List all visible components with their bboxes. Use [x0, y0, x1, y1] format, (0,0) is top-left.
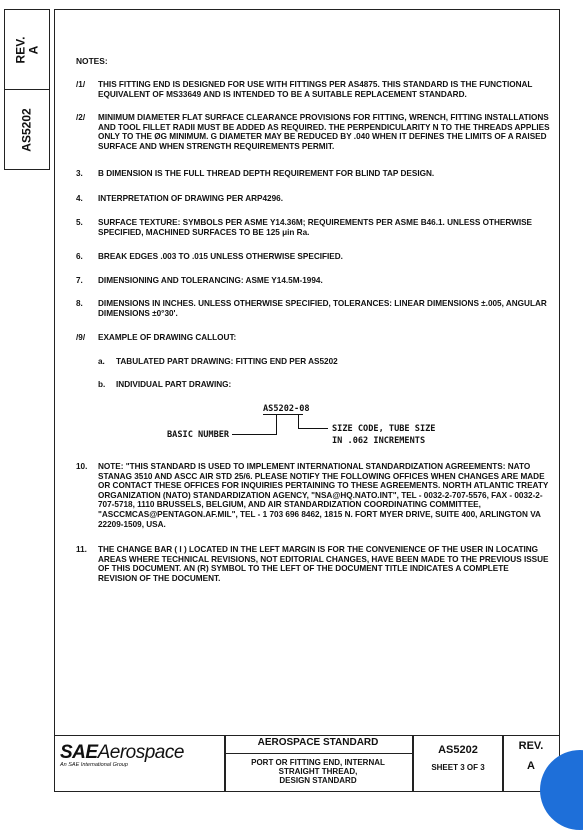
note-number: 3.	[76, 169, 83, 178]
rev-value: A	[527, 760, 535, 772]
callout-code: AS5202-08	[263, 404, 310, 414]
callout-sub-b	[98, 380, 231, 389]
note-number: /9/	[76, 333, 86, 342]
callout-leader-basic	[276, 415, 277, 434]
side-docnum-cell	[4, 90, 50, 170]
document-title	[228, 758, 408, 785]
sae-aerospace-logo	[60, 742, 222, 768]
title-line: STRAIGHT THREAD,	[278, 767, 358, 776]
side-revision	[14, 36, 40, 63]
title-line: DESIGN STANDARD	[279, 776, 357, 785]
callout-leader-size	[298, 415, 299, 428]
side-doc-number: AS5202	[20, 107, 34, 152]
note-number: /2/	[76, 113, 86, 122]
note-text: THE CHANGE BAR ( I ) LOCATED IN THE LEFT MARGIN IS FOR THE CONVENIENCE OF THE USER IN LOCATING AREAS WHERE TECHNICAL REVISIONS, NOT EDITORIAL CHANGES, HAVE BEEN MADE TO THE PREVIOUS ISSUE OF THIS DOCUMENT. AN (R) SYMBOL TO THE LEFT OF THE DOCUMENT TITLE INDICATES A COMPLETE REVISION OF THE DOCUMENT.	[98, 545, 549, 583]
doc-number: AS5202	[438, 744, 478, 756]
sub-number: b.	[98, 380, 106, 389]
note-number: 5.	[76, 218, 83, 227]
callout-underline	[263, 414, 303, 415]
side-revision-cell	[4, 9, 50, 90]
title-divider	[412, 735, 414, 792]
logo-thin: Aerospace	[97, 742, 184, 763]
note-number: 8.	[76, 299, 83, 308]
side-rev-value: A	[26, 45, 40, 54]
side-rev-label: REV.	[13, 36, 27, 63]
callout-sub-a	[98, 357, 338, 366]
note-number: 6.	[76, 252, 83, 261]
note-text: SURFACE TEXTURE: SYMBOLS PER ASME Y14.36M; REQUIREMENTS PER ASME B46.1. UNLESS OTHERWISE SPECIFIED, MACHINED SURFACES TO BE 125 μin Ra.	[98, 218, 533, 237]
notes-heading: NOTES:	[76, 56, 108, 66]
title-divider	[224, 735, 226, 792]
note-number: 4.	[76, 194, 83, 203]
logo-subtitle: An SAE International Group	[60, 762, 128, 768]
note-text: MINIMUM DIAMETER FLAT SURFACE CLEARANCE PROVISIONS FOR FITTING, WRENCH, FITTING INSTALLATIONS AND TOOL FILLET RADII MUST BE ADDED AS REQUIRED. THE PERPENDICULARITY N TO THE THREADS APPLIES ONLY TO THE ØG MINIMUM. G DIAMETER MAY BE REDUCED BY .040 WHEN IT DEFINES THE LIMITS OF A RAISED SURFACE AND WHEN STRENGTH REQUIREMENTS PERMIT.	[98, 113, 550, 151]
callout-leader-basic-h	[232, 434, 277, 435]
callout-leader-size-h	[298, 428, 328, 429]
note-text: BREAK EDGES .003 TO .015 UNLESS OTHERWISE SPECIFIED.	[98, 252, 343, 261]
note-text: DIMENSIONING AND TOLERANCING: ASME Y14.5M-1994.	[98, 276, 323, 285]
sub-text: TABULATED PART DRAWING: FITTING END PER AS5202	[116, 357, 338, 366]
title-line: PORT OR FITTING END, INTERNAL	[251, 758, 385, 767]
title-divider	[502, 735, 504, 792]
note-text: NOTE: "THIS STANDARD IS USED TO IMPLEMENT INTERNATIONAL STANDARDIZATION AGREEMENTS: NATO STANAG 3510 AND ASCC AIR STD 25/6. PLEASE NOTIFY THE FOLLOWING OFFICES WHEN CHANGES ARE MADE OR CONTACT THESE OFFICES FOR INQUIRIES PERTAINING TO THESE AGREEMENTS. NORTH ATLANTIC TREATY ORGANIZATION (NATO) STANDARDIZATION AGENCY, "NSA@HQ.NATO.INT", TEL - 0032-2-707-5576, FAX - 0032-2-707-5718, 1110 BRUSSELS, BELGIUM, AND AIR STANDARDIZATION COORDINATING COMMITTEE, "ASCCMCAS@PENTAGON.AF.MIL", TEL - 1 703 696 8462, 1815 N. FORT MYER DRIVE, SUITE 400, ARLINGTON VA 22209-1509, USA.	[98, 462, 549, 529]
sheet-number: SHEET 3 OF 3	[431, 763, 485, 772]
note-text: DIMENSIONS IN INCHES. UNLESS OTHERWISE SPECIFIED, TOLERANCES: LINEAR DIMENSIONS ±.005, ANGULAR DIMENSIONS ±0°30'.	[98, 299, 547, 318]
title-separator	[226, 753, 412, 754]
note-number: /1/	[76, 80, 86, 89]
note-text: INTERPRETATION OF DRAWING PER ARP4296.	[98, 194, 283, 203]
sub-number: a.	[98, 357, 105, 366]
note-number: 7.	[76, 276, 83, 285]
note-text: THIS FITTING END IS DESIGNED FOR USE WITH FITTINGS PER AS4875. THIS STANDARD IS THE FUNCTIONAL EQUIVALENT OF MS33649 AND IS INTENDED TO BE A SUITABLE REPLACEMENT STANDARD.	[98, 80, 533, 99]
note-number: 11.	[76, 545, 87, 554]
rev-label: REV.	[518, 740, 544, 752]
callout-size-code-1: SIZE CODE, TUBE SIZE	[332, 424, 436, 434]
callout-size-code-2: IN .062 INCREMENTS	[332, 436, 426, 446]
callout-basic-number: BASIC NUMBER	[167, 430, 230, 440]
sub-text: INDIVIDUAL PART DRAWING:	[116, 380, 232, 389]
standard-label: AEROSPACE STANDARD	[257, 737, 379, 748]
note-text: EXAMPLE OF DRAWING CALLOUT:	[98, 333, 237, 342]
note-number: 10.	[76, 462, 88, 471]
logo-bold: SAE	[60, 742, 98, 763]
note-text: B DIMENSION IS THE FULL THREAD DEPTH REQUIREMENT FOR BLIND TAP DESIGN.	[98, 169, 435, 178]
